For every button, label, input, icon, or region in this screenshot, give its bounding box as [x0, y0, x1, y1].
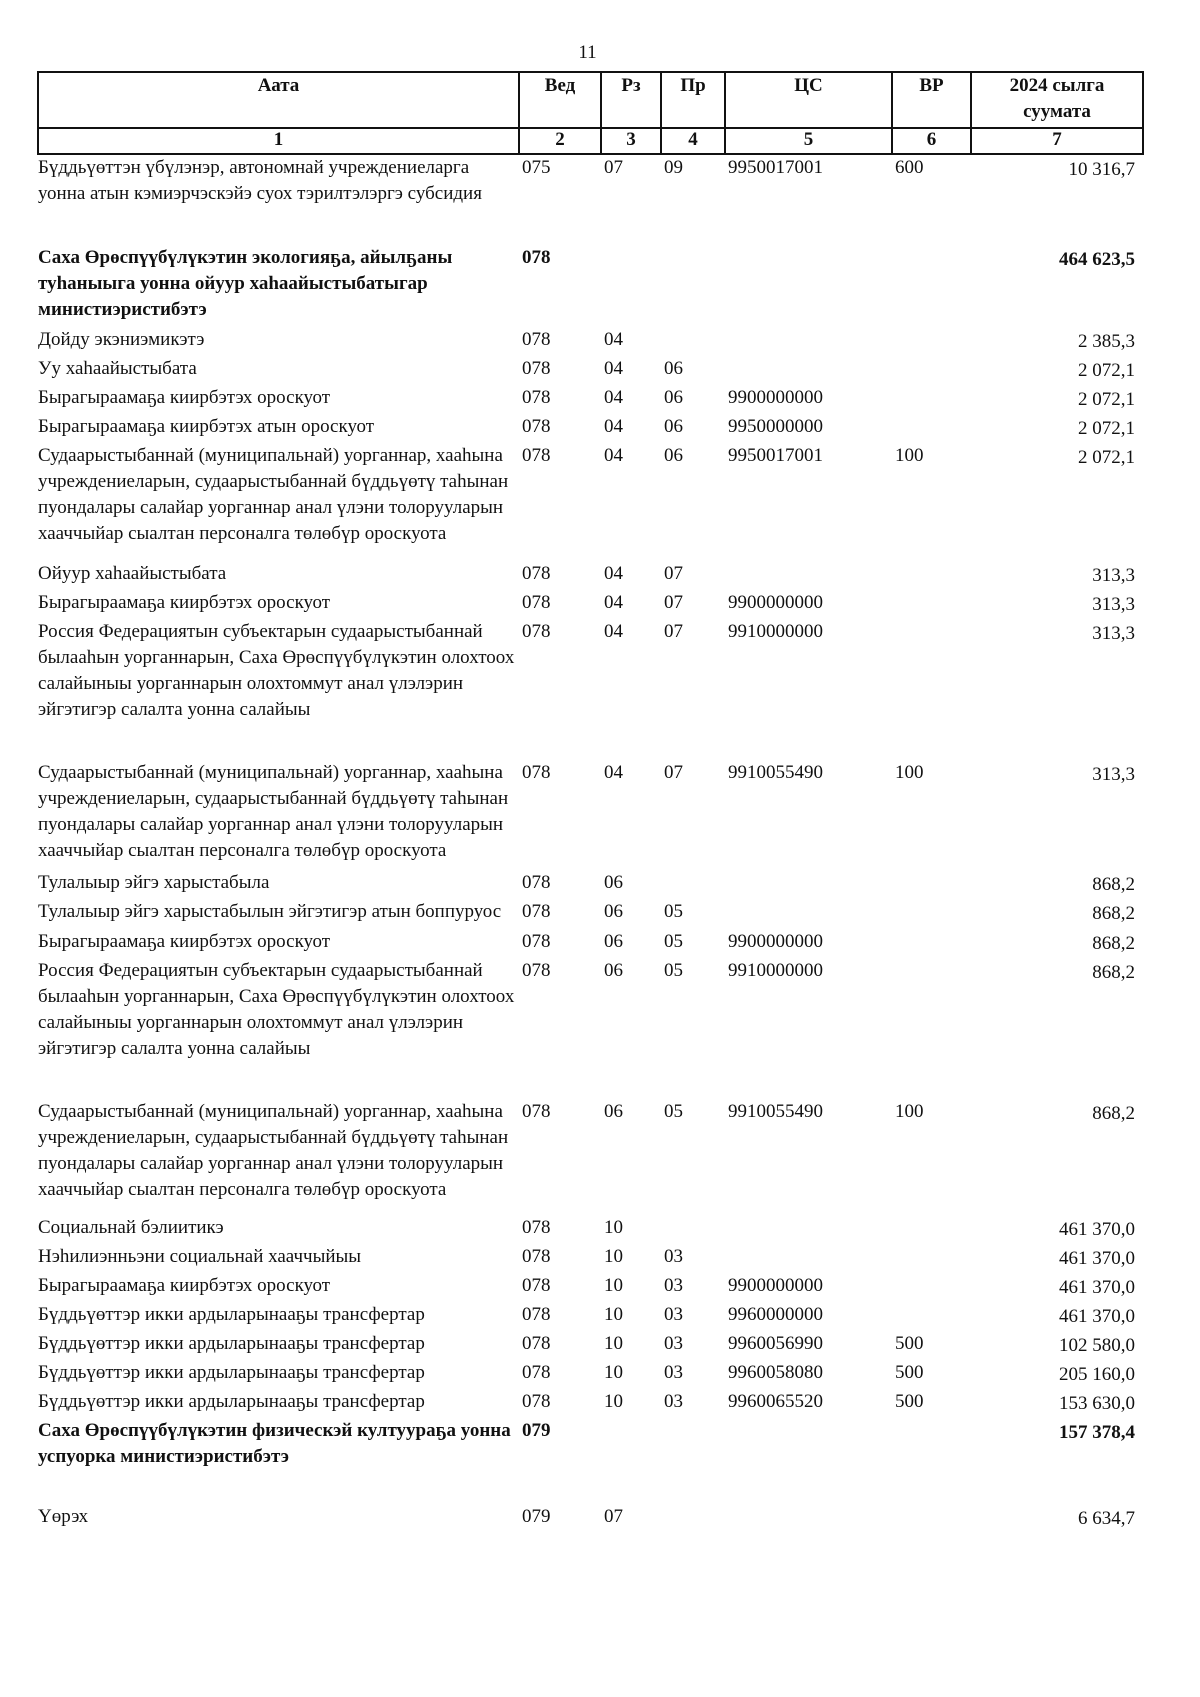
- row-cs: 9950017001: [728, 157, 823, 178]
- row-pr: 05: [664, 960, 683, 981]
- table-row: [38, 723, 1143, 864]
- row-rz: 07: [604, 157, 623, 178]
- row-rz: 10: [604, 1217, 623, 1238]
- row-name: Бырагыраамаҕа киирбэтэх ороскуот: [38, 387, 331, 408]
- row-vr: [892, 384, 971, 413]
- row-cs: 9950017001: [728, 445, 823, 466]
- row-rz: 10: [604, 1362, 623, 1383]
- row-ved: 078: [522, 1217, 551, 1238]
- row-amount: 313,3: [1092, 764, 1135, 785]
- row-name: Бырагыраамаҕа киирбэтэх ороскуот: [38, 931, 331, 952]
- row-amount: 313,3: [1092, 565, 1135, 586]
- table-row: [38, 413, 1143, 442]
- column-number: 3: [601, 128, 661, 154]
- row-ved: 078: [522, 960, 551, 981]
- row-vr: 100: [895, 1101, 924, 1122]
- row-cs: [725, 323, 892, 355]
- row-pr: 05: [664, 1101, 683, 1122]
- row-amount: 868,2: [1092, 962, 1135, 983]
- row-name: Бырагыраамаҕа киирбэтэх ороскуот: [38, 1275, 331, 1296]
- row-cs: [725, 1470, 892, 1532]
- row-name: Социальнай бэлиитикэ: [38, 1217, 224, 1238]
- row-name: Судаарыстыбаннай (муниципальнай) уорганнар, хааһына учреждениеларын, судаарыстыбаннай бүддьүөтү таһынан пуондалары салайар уорганнар анал үлэни толорууларын хааччыйар сыалтан персоналга төлөбүр ороскуота: [38, 762, 509, 861]
- row-rz: 04: [604, 563, 623, 584]
- row-amount: 2 072,1: [1078, 389, 1135, 410]
- row-pr: 09: [664, 157, 683, 178]
- row-pr: 06: [664, 445, 683, 466]
- row-cs: 9960000000: [728, 1304, 823, 1325]
- row-name: Бүддьүөттэр икки ардыларынааҕы трансфертар: [38, 1333, 425, 1354]
- row-rz: 06: [604, 931, 623, 952]
- row-name: Саха Өрөспүүбүлүкэтин физическэй култуураҕа уонна успуорка министиэристибэтэ: [38, 1420, 511, 1467]
- row-cs: [725, 898, 892, 927]
- table-row: [38, 355, 1143, 384]
- row-ved: 078: [522, 931, 551, 952]
- row-rz: 06: [604, 872, 623, 893]
- row-name: Бырагыраамаҕа киирбэтэх атын ороскуот: [38, 416, 375, 437]
- row-vr: [892, 927, 971, 957]
- row-ved: 078: [522, 445, 551, 466]
- row-vr: 500: [895, 1391, 924, 1412]
- table-row: [38, 1417, 1143, 1470]
- row-rz: 04: [604, 762, 623, 783]
- row-pr: 03: [664, 1333, 683, 1354]
- row-cs: 9960056990: [728, 1333, 823, 1354]
- row-pr: 07: [664, 592, 683, 613]
- row-pr: 05: [664, 901, 683, 922]
- row-vr: 100: [895, 445, 924, 466]
- row-rz: 10: [604, 1333, 623, 1354]
- table-row: [38, 927, 1143, 957]
- row-rz: 10: [604, 1304, 623, 1325]
- row-amount: 313,3: [1092, 594, 1135, 615]
- row-pr: 07: [664, 621, 683, 642]
- table-header: [38, 72, 1143, 154]
- row-amount: 868,2: [1092, 1103, 1135, 1124]
- row-amount: 868,2: [1092, 874, 1135, 895]
- row-pr: [661, 864, 725, 898]
- column-number: 5: [725, 128, 892, 154]
- row-ved: 078: [522, 247, 551, 268]
- column-number: 1: [38, 128, 519, 154]
- row-name: Ойуур хаһаайыстыбата: [38, 563, 227, 584]
- row-amount: 205 160,0: [1059, 1364, 1135, 1385]
- row-cs: 9910000000: [728, 621, 823, 642]
- row-rz: 06: [604, 901, 623, 922]
- row-pr: 06: [664, 416, 683, 437]
- row-vr: [892, 1272, 971, 1301]
- row-vr: 500: [895, 1362, 924, 1383]
- row-cs: 9900000000: [728, 592, 823, 613]
- row-rz: [601, 207, 661, 323]
- row-rz: [601, 1417, 661, 1470]
- row-name: Үөрэх: [38, 1506, 89, 1527]
- row-pr: [661, 207, 725, 323]
- row-name: Саха Өрөспүүбүлүкэтин экологияҕа, айылҕаны туһаныыга уонна ойуур хаһаайыстыбатыгар министиэристибэтэ: [38, 247, 453, 320]
- table-row: [38, 154, 1143, 207]
- row-name: Нэһилиэнньэни социальнай хааччыйыы: [38, 1246, 362, 1267]
- row-name: Бүддьүөттэр икки ардыларынааҕы трансфертар: [38, 1304, 425, 1325]
- row-name: Бүддьүөттэр икки ардыларынааҕы трансфертар: [38, 1362, 425, 1383]
- row-amount: 313,3: [1092, 623, 1135, 644]
- row-name: Тулалыыр эйгэ харыстабыла: [38, 872, 270, 893]
- row-pr: 07: [664, 563, 683, 584]
- row-ved: 078: [522, 358, 551, 379]
- row-amount: 464 623,5: [1059, 249, 1135, 270]
- row-name: Судаарыстыбаннай (муниципальнай) уорганнар, хааһына учреждениеларын, судаарыстыбаннай бүддьүөтү таһынан пуондалары салайар уорганнар анал үлэни толорууларын хааччыйар сыалтан персоналга төлөбүр ороскуота: [38, 445, 509, 544]
- row-rz: 04: [604, 416, 623, 437]
- header-name: Аата: [38, 72, 519, 128]
- row-pr: 06: [664, 358, 683, 379]
- row-cs: 9960065520: [728, 1391, 823, 1412]
- table-row: [38, 1470, 1143, 1532]
- row-ved: 078: [522, 592, 551, 613]
- row-name: Судаарыстыбаннай (муниципальнай) уорганнар, хааһына учреждениеларын, судаарыстыбаннай бүддьүөтү таһынан пуондалары салайар уорганнар анал үлэни толорууларын хааччыйар сыалтан персоналга төлөбүр ороскуота: [38, 1101, 509, 1200]
- row-ved: 078: [522, 416, 551, 437]
- table-row: [38, 323, 1143, 355]
- row-vr: [892, 1417, 971, 1470]
- row-rz: 10: [604, 1246, 623, 1267]
- row-vr: [892, 1301, 971, 1330]
- row-ved: 078: [522, 387, 551, 408]
- table-row: [38, 547, 1143, 589]
- row-vr: [892, 618, 971, 723]
- table-row: [38, 1359, 1143, 1388]
- row-amount: 461 370,0: [1059, 1306, 1135, 1327]
- table-row: [38, 1330, 1143, 1359]
- row-cs: 9900000000: [728, 387, 823, 408]
- row-vr: [892, 1470, 971, 1532]
- row-ved: 078: [522, 1391, 551, 1412]
- row-cs: 9910000000: [728, 960, 823, 981]
- row-ved: 078: [522, 1101, 551, 1122]
- row-vr: 600: [895, 157, 924, 178]
- row-ved: 078: [522, 872, 551, 893]
- row-rz: 04: [604, 358, 623, 379]
- row-vr: [892, 589, 971, 618]
- table-row: [38, 1272, 1143, 1301]
- table-row: [38, 957, 1143, 1062]
- row-name: Дойду экэниэмикэтэ: [38, 329, 205, 350]
- row-name: Бүддьүөттэр икки ардыларынааҕы трансфертар: [38, 1391, 425, 1412]
- row-rz: 04: [604, 387, 623, 408]
- table-body: [38, 154, 1143, 1532]
- row-ved: 079: [522, 1420, 551, 1441]
- row-pr: 03: [664, 1391, 683, 1412]
- row-ved: 078: [522, 1304, 551, 1325]
- row-ved: 078: [522, 1333, 551, 1354]
- row-amount: 2 385,3: [1078, 331, 1135, 352]
- row-vr: [892, 323, 971, 355]
- row-cs: 9900000000: [728, 1275, 823, 1296]
- row-ved: 078: [522, 1275, 551, 1296]
- row-amount: 2 072,1: [1078, 418, 1135, 439]
- row-vr: 500: [895, 1333, 924, 1354]
- row-name: Россия Федерациятын субъектарын судаарыстыбаннай былааһын уорганнарын, Саха Өрөспүүбүлүкэтин олохтоох салайыныы уорганнарын олохтоммут анал үлэлэрин эйгэтигэр салалта уонна салайыы: [38, 621, 515, 720]
- row-vr: [892, 898, 971, 927]
- row-amount: 868,2: [1092, 903, 1135, 924]
- row-rz: 10: [604, 1391, 623, 1412]
- row-cs: [725, 207, 892, 323]
- row-rz: 04: [604, 592, 623, 613]
- row-cs: [725, 547, 892, 589]
- row-amount: 461 370,0: [1059, 1277, 1135, 1298]
- header-cs: ЦС: [725, 72, 892, 128]
- row-cs: 9910055490: [728, 762, 823, 783]
- table-row: [38, 207, 1143, 323]
- column-number: 2: [519, 128, 601, 154]
- row-vr: 100: [895, 762, 924, 783]
- row-vr: [892, 413, 971, 442]
- row-ved: 079: [522, 1506, 551, 1527]
- row-name: Бүддьүөттэн үбүлэнэр, автономнай учреждениеларга уонна атын кэмиэрчэскэйэ суох тэрилтэлэргэ субсидия: [38, 157, 482, 204]
- row-vr: [892, 957, 971, 1062]
- row-name: Россия Федерациятын субъектарын судаарыстыбаннай былааһын уорганнарын, Саха Өрөспүүбүлүкэтин олохтоох салайыныы уорганнарын олохтоммут анал үлэлэрин эйгэтигэр салалта уонна салайыы: [38, 960, 515, 1059]
- row-vr: [892, 1243, 971, 1272]
- row-cs: [725, 355, 892, 384]
- table-row: [38, 1388, 1143, 1417]
- row-rz: 06: [604, 1101, 623, 1122]
- row-pr: 07: [664, 762, 683, 783]
- table-row: [38, 1062, 1143, 1203]
- row-cs: 9910055490: [728, 1101, 823, 1122]
- column-number: 7: [971, 128, 1143, 154]
- row-name: Уу хаһаайыстыбата: [38, 358, 197, 379]
- row-rz: 06: [604, 960, 623, 981]
- row-ved: 078: [522, 1246, 551, 1267]
- row-rz: 04: [604, 329, 623, 350]
- row-pr: [661, 1470, 725, 1532]
- row-pr: 03: [664, 1275, 683, 1296]
- row-pr: 06: [664, 387, 683, 408]
- row-amount: 157 378,4: [1059, 1422, 1135, 1443]
- row-cs: [725, 864, 892, 898]
- row-cs: 9950000000: [728, 416, 823, 437]
- row-ved: 078: [522, 762, 551, 783]
- row-pr: [661, 1417, 725, 1470]
- header-ved: Вед: [519, 72, 601, 128]
- row-vr: [892, 864, 971, 898]
- row-amount: 461 370,0: [1059, 1219, 1135, 1240]
- header-amount: 2024 сылга суумата: [971, 72, 1143, 128]
- row-ved: 078: [522, 329, 551, 350]
- row-ved: 078: [522, 563, 551, 584]
- row-pr: 03: [664, 1304, 683, 1325]
- page-number: 11: [578, 42, 597, 63]
- table-row: [38, 618, 1143, 723]
- row-vr: [892, 1203, 971, 1243]
- row-amount: 6 634,7: [1078, 1508, 1135, 1529]
- table-row: [38, 589, 1143, 618]
- row-name: Тулалыыр эйгэ харыстабылын эйгэтигэр атын боппуруос: [38, 901, 502, 922]
- row-ved: 078: [522, 1362, 551, 1383]
- row-amount: 102 580,0: [1059, 1335, 1135, 1356]
- table-row: [38, 1243, 1143, 1272]
- row-pr: [661, 1203, 725, 1243]
- row-vr: [892, 207, 971, 323]
- row-ved: 078: [522, 621, 551, 642]
- row-ved: 078: [522, 901, 551, 922]
- row-amount: 2 072,1: [1078, 447, 1135, 468]
- row-cs: [725, 1243, 892, 1272]
- row-cs: [725, 1417, 892, 1470]
- column-number: 6: [892, 128, 971, 154]
- row-vr: [892, 547, 971, 589]
- table-row: [38, 898, 1143, 927]
- row-amount: 461 370,0: [1059, 1248, 1135, 1269]
- row-vr: [892, 355, 971, 384]
- row-rz: 04: [604, 621, 623, 642]
- row-cs: [725, 1203, 892, 1243]
- row-pr: 03: [664, 1246, 683, 1267]
- header-pr: Пр: [661, 72, 725, 128]
- table-row: [38, 1203, 1143, 1243]
- row-cs: 9960058080: [728, 1362, 823, 1383]
- table-row: [38, 442, 1143, 547]
- row-rz: 07: [604, 1506, 623, 1527]
- row-amount: 153 630,0: [1059, 1393, 1135, 1414]
- row-amount: 10 316,7: [1068, 159, 1135, 180]
- header-rz: Рз: [601, 72, 661, 128]
- row-pr: 03: [664, 1362, 683, 1383]
- column-number: 4: [661, 128, 725, 154]
- row-amount: 2 072,1: [1078, 360, 1135, 381]
- budget-table: [37, 71, 1144, 1532]
- table-row: [38, 1301, 1143, 1330]
- row-cs: 9900000000: [728, 931, 823, 952]
- row-pr: 05: [664, 931, 683, 952]
- header-vr: ВР: [892, 72, 971, 128]
- table-row: [38, 864, 1143, 898]
- row-ved: 075: [522, 157, 551, 178]
- row-rz: 04: [604, 445, 623, 466]
- row-rz: 10: [604, 1275, 623, 1296]
- table-row: [38, 384, 1143, 413]
- row-name: Бырагыраамаҕа киирбэтэх ороскуот: [38, 592, 331, 613]
- row-amount: 868,2: [1092, 933, 1135, 954]
- row-pr: [661, 323, 725, 355]
